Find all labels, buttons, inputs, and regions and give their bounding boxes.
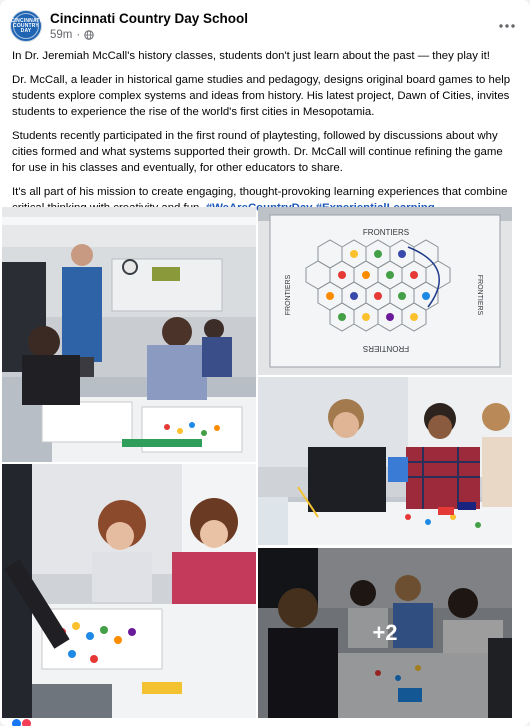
like-reaction-icon[interactable] xyxy=(12,719,21,726)
reactions-bar xyxy=(0,718,530,726)
girls-photo-image xyxy=(2,464,256,718)
post-timestamp[interactable]: 59m xyxy=(50,29,73,41)
logo-text-line: COUNTRY xyxy=(13,22,39,29)
more-horizontal-icon xyxy=(499,24,515,28)
post-body xyxy=(12,48,518,224)
school-logo xyxy=(10,13,42,39)
photo-students-playing[interactable] xyxy=(258,377,512,545)
post-paragraph: In Dr. Jeremiah McCall's history classes, students don't just learn about the past — they play it! xyxy=(12,50,490,62)
board-label: FRONTIERS xyxy=(362,344,410,353)
globe-icon xyxy=(84,30,94,40)
board-label: FRONTIERS xyxy=(476,274,483,316)
post-paragraph: Students recently participated in the first round of playtesting, followed by discussions about why cities formed and what systems supported their growth. Dr. McCall will continue refining the game for use in his classes and eventually, for other educators to share. xyxy=(12,130,503,174)
more-options-button[interactable] xyxy=(494,13,520,39)
photo-more-overlay[interactable] xyxy=(258,548,512,718)
love-reaction-icon[interactable] xyxy=(22,719,31,726)
post-paragraph-text: It's all part of his mission to create engaging, thought-provoking learning experiences that combine xyxy=(12,186,508,198)
logo-text-line: CINCINNATI xyxy=(10,17,42,24)
classroom-photo-image xyxy=(2,207,256,462)
post-header xyxy=(10,8,520,44)
page-avatar[interactable] xyxy=(10,10,42,42)
game-board-image xyxy=(258,207,512,375)
photo-girls-playtesting[interactable] xyxy=(2,464,256,718)
post-paragraph: Dr. McCall, a leader in historical game studies and pedagogy, designs original board games to help students explore complex systems and ideas from history. His latest project, Dawn of Cities, invites students to experience the rise of the world's first cities in Mesopotamia. xyxy=(12,74,511,118)
photo-game-board[interactable] xyxy=(258,207,512,375)
board-label: FRONTIERS xyxy=(362,228,410,237)
logo-text-line: DAY xyxy=(20,27,32,34)
page-name-link[interactable]: Cincinnati Country Day School xyxy=(50,11,249,26)
photo-teacher-classroom[interactable] xyxy=(2,207,256,462)
post-meta xyxy=(50,29,94,41)
more-photos-count: +2 xyxy=(372,620,398,645)
meta-separator: · xyxy=(76,29,81,41)
board-label: FRONTIERS xyxy=(285,274,292,316)
students-photo-image xyxy=(258,377,512,545)
more-photos-overlay[interactable] xyxy=(258,548,512,718)
